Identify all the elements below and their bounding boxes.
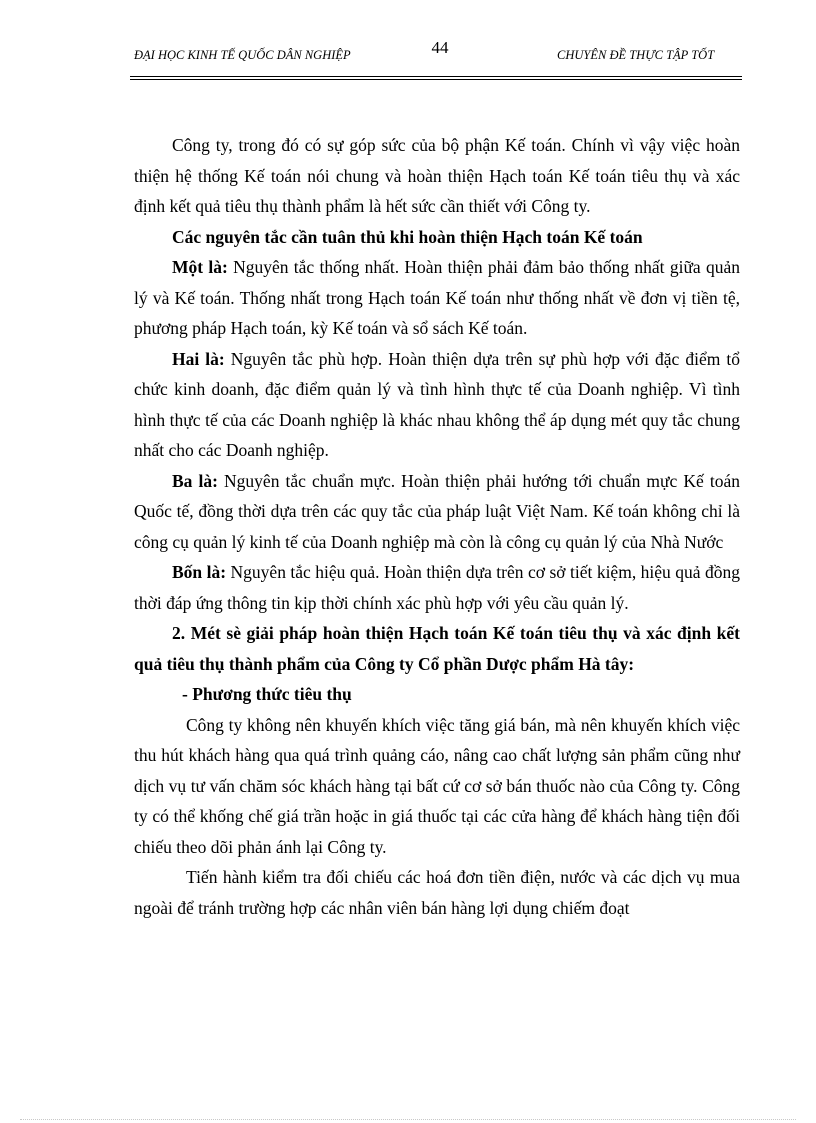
principle-four xyxy=(134,557,740,618)
header-rule xyxy=(130,76,742,77)
principle-three-label: Ba là: xyxy=(172,470,218,491)
principle-four-text: Nguyên tắc hiệu quả. Hoàn thiện dựa trên cơ sở tiết kiệm, hiệu quả đồng thời đáp ứng thông tin kịp thời chính xác phù hợp với yêu cầu quản lý. xyxy=(134,562,740,613)
page-content xyxy=(134,130,740,923)
intro-paragraph: Công ty, trong đó có sự góp sức của bộ phận Kế toán. Chính vì vậy việc hoàn thiện hệ thống Kế toán nói chung và hoàn thiện Hạch toán Kế toán tiêu thụ và xác định kết quả tiêu thụ thành phẩm là hết sức cần thiết với Công ty. xyxy=(134,135,740,216)
page-number: 44 xyxy=(431,38,449,57)
section-heading: 2. Mét sè giải pháp hoàn thiện Hạch toán Kế toán tiêu thụ và xác định kết quả tiêu thụ thành phẩm của Công ty Cổ phần Dược phẩm Hà tây: xyxy=(134,623,740,674)
paragraph-sales-method: Công ty không nên khuyến khích việc tăng giá bán, mà nên khuyến khích việc thu hút khách hàng qua quá trình quảng cáo, nâng cao chất lượng sản phẩm cũng như dịch vụ tư vấn chăm sóc khách hàng tại bất cứ cơ sở bán thuốc nào của Công ty. Công ty có thể khống chế giá trần hoặc in giá thuốc tại các cửa hàng để khách hàng tiện đối chiếu theo dõi phản ánh lại Công ty. xyxy=(134,714,740,857)
principle-one xyxy=(134,252,740,344)
paragraph-invoice-check: Tiến hành kiểm tra đối chiếu các hoá đơn tiền điện, nước và các dịch vụ mua ngoài để tránh trường hợp các nhân viên bán hàng lợi dụng chiếm đoạt xyxy=(134,867,740,918)
principles-heading: Các nguyên tắc cần tuân thủ khi hoàn thiện Hạch toán Kế toán xyxy=(172,226,643,247)
principle-three xyxy=(134,466,740,558)
header-right: CHUYÊN ĐỀ THỰC TẬP TỐT xyxy=(557,48,715,62)
header-left: ĐẠI HỌC KINH TẾ QUỐC DÂN NGHIỆP xyxy=(134,48,351,62)
bottom-border xyxy=(20,1119,796,1120)
principle-one-text: Nguyên tắc thống nhất. Hoàn thiện phải đảm bảo thống nhất giữa quản lý và Kế toán. Thống nhất trong Hạch toán Kế toán như thống nhất về đơn vị tiền tệ, phương pháp Hạch toán, kỳ Kế toán và sổ sách Kế toán. xyxy=(134,257,740,338)
principle-two xyxy=(134,344,740,466)
principle-two-text: Nguyên tắc phù hợp. Hoàn thiện dựa trên sự phù hợp với đặc điểm tổ chức kinh doanh, đặc điểm quản lý và tình hình thực tế của Doanh nghiệp. Vì tình hình thực tế của các Doanh nghiệp là khác nhau không thể áp dụng mét quy tắc chung nhất cho các Doanh nghiệp. xyxy=(134,348,740,460)
sub-heading: - Phương thức tiêu thụ xyxy=(182,684,352,704)
principle-two-label: Hai là: xyxy=(172,348,225,369)
principle-four-label: Bốn là: xyxy=(172,562,227,582)
header-rule-thin xyxy=(130,79,742,80)
principle-one-label: Một là: xyxy=(172,257,228,277)
principle-three-text: Nguyên tắc chuẩn mực. Hoàn thiện phải hướng tới chuẩn mực Kế toán Quốc tế, đồng thời dựa trên các quy tắc của pháp luật Việt Nam. Kế toán không chỉ là công cụ quản lý kinh tế của Doanh nghiệp mà còn là công cụ quản lý của Nhà Nước xyxy=(134,470,740,552)
